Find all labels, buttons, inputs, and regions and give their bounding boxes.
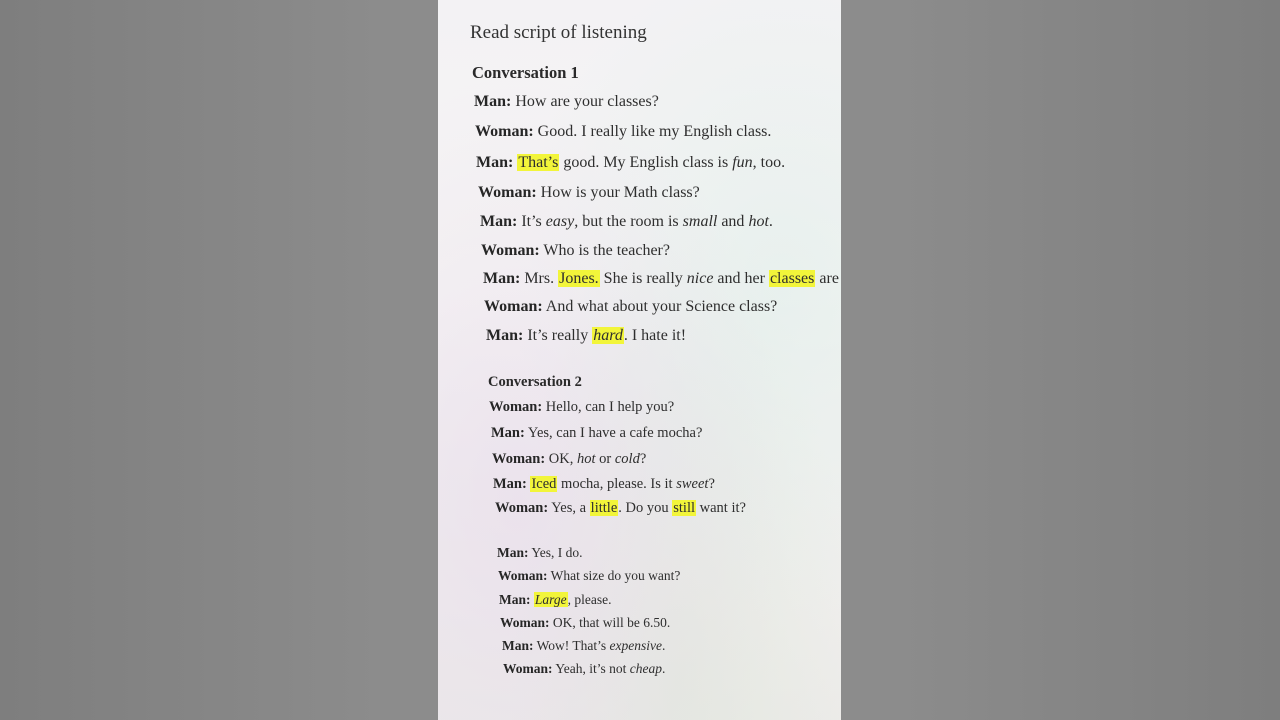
dialogue-text: Who is the teacher?	[539, 242, 670, 259]
highlighted-word: Large	[534, 592, 567, 607]
dialogue-text: hot	[577, 451, 596, 467]
dialogue-text: Mrs.	[520, 270, 559, 287]
speaker-label: Woman:	[492, 451, 546, 467]
dialogue-line	[476, 154, 785, 172]
dialogue-line	[497, 545, 583, 561]
highlighted-word: Jones.	[559, 270, 599, 287]
dialogue-text: . Do you	[618, 500, 673, 516]
dialogue-text: sweet	[676, 476, 709, 492]
dialogue-text: small	[682, 213, 718, 230]
dialogue-line	[486, 327, 686, 345]
dialogue-text: Yes, I do.	[528, 545, 583, 560]
speaker-label: Man:	[499, 592, 531, 607]
dialogue-text: How are your classes?	[511, 93, 659, 110]
dialogue-text: It’s really	[523, 327, 593, 344]
conversation-1-title: Conversation 1	[472, 63, 579, 82]
dialogue-line	[498, 568, 680, 584]
highlighted-word: classes	[769, 270, 815, 287]
dialogue-text: It’s	[517, 213, 546, 230]
dialogue-text: good. My English class is	[559, 154, 733, 171]
speaker-label: Woman:	[481, 242, 540, 259]
dialogue-text: And what about your Science class?	[542, 298, 778, 315]
speaker-label: Man:	[483, 270, 521, 287]
dialogue-line	[475, 123, 771, 141]
dialogue-text: .	[662, 661, 666, 676]
dialogue-text: She is really	[599, 270, 687, 287]
speaker-label: Woman:	[498, 568, 548, 583]
dialogue-text: Wow! That’s	[533, 638, 610, 653]
dialogue-text: Hello, can I help you?	[542, 399, 675, 415]
dialogue-text: hot	[748, 213, 769, 230]
dialogue-line	[483, 270, 839, 288]
dialogue-line	[481, 242, 670, 260]
page-heading: Read script of listening	[470, 22, 647, 43]
speaker-label: Man:	[497, 545, 529, 560]
dialogue-line	[500, 615, 670, 631]
speaker-label: Woman:	[489, 399, 543, 415]
speaker-label: Woman:	[478, 184, 537, 201]
dialogue-line	[491, 425, 702, 442]
dialogue-text: , but the room is	[574, 213, 683, 230]
script-page	[438, 0, 841, 720]
dialogue-line	[478, 184, 700, 202]
dialogue-text: expensive	[609, 638, 663, 653]
speaker-label: Woman:	[475, 123, 534, 140]
highlighted-word: Iced	[531, 476, 557, 492]
speaker-label: Man:	[491, 425, 525, 441]
dialogue-text: , please.	[567, 592, 612, 607]
dialogue-line	[484, 298, 777, 316]
dialogue-line	[474, 93, 659, 111]
highlighted-word: That’s	[518, 154, 559, 171]
dialogue-line	[502, 638, 665, 654]
dialogue-text: How is your Math class?	[536, 184, 700, 201]
dialogue-line	[499, 592, 612, 608]
dialogue-text: Yes, a	[548, 500, 590, 516]
dialogue-text: OK, that will be 6.50.	[549, 615, 671, 630]
dialogue-text: fun	[732, 154, 753, 171]
dialogue-text: .	[662, 638, 666, 653]
dialogue-line	[480, 213, 773, 231]
dialogue-text: OK,	[545, 451, 577, 467]
dialogue-text: Yes, can I have a cafe mocha?	[524, 425, 703, 441]
speaker-label: Woman:	[495, 500, 549, 516]
speaker-label: Man:	[476, 154, 514, 171]
speaker-label: Woman:	[500, 615, 550, 630]
highlighted-word: little	[590, 500, 618, 516]
dialogue-text: ?	[639, 451, 647, 467]
dialogue-text: Yeah, it’s not	[552, 661, 630, 676]
conversation-2-title: Conversation 2	[488, 374, 582, 390]
dialogue-text: Good. I really like my English class.	[533, 123, 772, 140]
dialogue-text: ?	[708, 476, 715, 492]
dialogue-text: want it?	[696, 500, 746, 516]
dialogue-line	[495, 500, 746, 517]
speaker-label: Woman:	[503, 661, 553, 676]
dialogue-text: cold	[614, 451, 640, 467]
dialogue-line	[489, 399, 674, 416]
dialogue-text: mocha, please. Is it	[557, 476, 677, 492]
dialogue-text: are	[815, 270, 839, 287]
speaker-label: Man:	[493, 476, 527, 492]
dialogue-text: .	[768, 213, 773, 230]
speaker-label: Woman:	[484, 298, 543, 315]
dialogue-line	[493, 476, 715, 493]
speaker-label: Man:	[480, 213, 518, 230]
dialogue-line	[492, 451, 646, 468]
dialogue-text: . I hate it!	[623, 327, 687, 344]
dialogue-line	[503, 661, 665, 677]
speaker-label: Man:	[502, 638, 534, 653]
dialogue-text: nice	[686, 270, 714, 287]
speaker-label: Man:	[474, 93, 512, 110]
highlighted-word: hard	[593, 327, 623, 344]
speaker-label: Man:	[486, 327, 524, 344]
highlighted-word: still	[673, 500, 696, 516]
dialogue-text: and her	[713, 270, 769, 287]
dialogue-text: easy	[545, 213, 575, 230]
dialogue-text: What size do you want?	[547, 568, 681, 583]
dialogue-text: and	[717, 213, 749, 230]
dialogue-text: cheap	[629, 661, 663, 676]
dialogue-text: or	[595, 451, 615, 467]
dialogue-text: , too.	[752, 154, 786, 171]
